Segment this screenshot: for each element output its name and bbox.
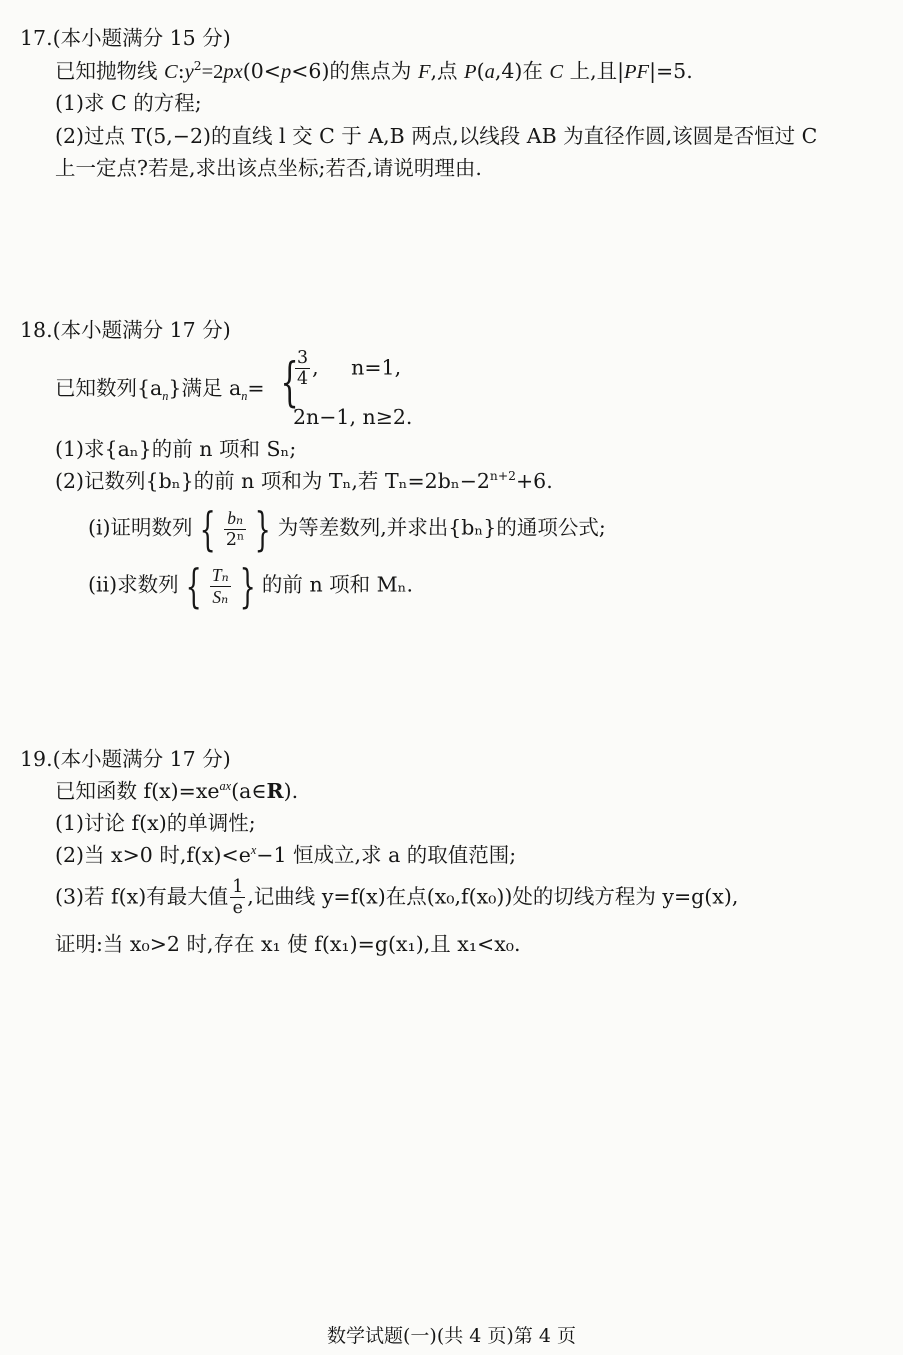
- sub-n: n: [162, 389, 169, 404]
- problem-18-header: 18.(本小题满分 17 分): [20, 318, 231, 342]
- fraction-Tn-Sn: [210, 566, 231, 606]
- var-a: a: [484, 61, 495, 83]
- q3-tail: ,记曲线 y=f(x)在点(x₀,f(x₀))处的切线方程为 y=g(x),: [247, 884, 739, 909]
- problem-19-q3-proof: 证明:当 x₀>2 时,存在 x₁ 使 f(x₁)=g(x₁),且 x₁<x₀.: [55, 932, 521, 956]
- q2-exponent: n+2: [489, 469, 516, 484]
- problem-17-q2-line2: 上一定点?若是,求出该点坐标;若否,请说明理由.: [55, 156, 482, 180]
- exp-ax: ax: [219, 779, 232, 794]
- brace-close: }: [255, 502, 272, 556]
- problem-17-header: 17.(本小题满分 15 分): [20, 26, 231, 50]
- q2-text: (2)记数列{bₙ}的前 n 项和为 Tₙ,若 Tₙ=2bₙ−2: [55, 469, 490, 493]
- qi-tail: 为等差数列,并求出{bₙ}的通项公式;: [277, 515, 606, 540]
- case-2: 2n−1, n≥2.: [293, 405, 413, 429]
- frac-den: 2ⁿ: [225, 529, 245, 550]
- stem-mid-text: }满足 a: [168, 376, 242, 400]
- frac-den: Sₙ: [212, 586, 229, 607]
- var-px: px: [223, 61, 243, 83]
- frac-num: Tₙ: [211, 565, 229, 586]
- frac-den: e: [232, 898, 243, 919]
- brace-close: }: [239, 559, 256, 613]
- stem-eq: =: [247, 376, 265, 400]
- q2-tail: −1 恒成立,求 a 的取值范围;: [256, 843, 517, 867]
- q3-lead: (3)若 f(x)有最大值: [55, 884, 229, 909]
- stem-lead: 已知数列$\{a_n\}$满足 $a_n=$: [55, 376, 265, 404]
- exp-2: 2: [193, 59, 202, 74]
- case-1-condition: , n=1,: [312, 355, 402, 380]
- frac-num: bₙ: [224, 509, 247, 529]
- paren: (: [476, 59, 485, 83]
- var-P: P: [464, 61, 477, 83]
- eq-2: =2: [201, 61, 224, 83]
- qi-lead: (ⅰ)证明数列: [88, 515, 193, 540]
- problem-18-q1: (1)求{aₙ}的前 n 项和 Sₙ;: [55, 437, 297, 461]
- frac-den: 4: [297, 369, 309, 390]
- q2-exp: x: [250, 843, 257, 858]
- problem-19-stem: [55, 779, 298, 804]
- case-1: [293, 349, 401, 389]
- brace-open: {: [185, 559, 202, 613]
- problem-17-q1: (1)求 C 的方程;: [55, 91, 202, 115]
- var-F: F: [417, 61, 431, 83]
- problem-19-q2: [55, 843, 516, 868]
- var-p: p: [280, 61, 292, 83]
- fraction-bn-2n: [224, 509, 247, 549]
- problem-19-q1: (1)讨论 f(x)的单调性;: [55, 811, 256, 835]
- var-y: y: [184, 61, 194, 83]
- problem-18-q2-i: [88, 502, 606, 556]
- var-C2: C: [549, 61, 564, 83]
- eq-5: |=5.: [649, 59, 693, 83]
- range-open: (0<: [242, 59, 281, 83]
- colon: :: [177, 59, 185, 83]
- q2-lead: (2)当 x>0 时,f(x)<e: [55, 843, 251, 867]
- qii-lead: (ⅱ)求数列: [88, 572, 179, 597]
- q2-end: +6.: [515, 469, 553, 493]
- real-set: R: [266, 779, 284, 803]
- and-text: 上,且|: [563, 59, 625, 83]
- page-footer: 数学试题(一)(共 4 页)第 4 页: [327, 1325, 576, 1347]
- var-PF: PF: [624, 61, 650, 83]
- problem-18-q2: [55, 469, 553, 494]
- qii-tail: 的前 n 项和 Mₙ.: [261, 572, 414, 597]
- var-C: C: [164, 61, 178, 83]
- stem-lead-text: 已知数列{a: [55, 376, 163, 400]
- fraction-3-4: [295, 349, 310, 389]
- frac-num: 1: [232, 877, 244, 897]
- fraction-1-e: [230, 878, 245, 918]
- problem-19-header: 19.(本小题满分 17 分): [20, 747, 231, 771]
- focus-text: <6)的焦点为: [291, 59, 418, 83]
- problem-17-stem: [55, 59, 693, 85]
- on-text: ,4)在: [494, 59, 550, 83]
- stem-text: 已知函数 f(x)=xe: [55, 779, 220, 803]
- stem-end: ).: [283, 779, 299, 803]
- problem-19-q3: [55, 878, 738, 918]
- problem-17-q2-line1: (2)过点 T(5,−2)的直线 l 交 C 于 A,B 两点,以线段 AB 为直径作圆,该圆是否恒过 C: [55, 124, 818, 148]
- frac-num: 3: [297, 348, 309, 368]
- case-brace: {: [280, 353, 299, 413]
- domain-text: (a∈: [231, 779, 267, 803]
- point-text: ,点: [430, 59, 465, 83]
- brace-open: {: [199, 502, 216, 556]
- stem-text: 已知抛物线: [55, 59, 165, 83]
- problem-18-q2-ii: [88, 559, 414, 613]
